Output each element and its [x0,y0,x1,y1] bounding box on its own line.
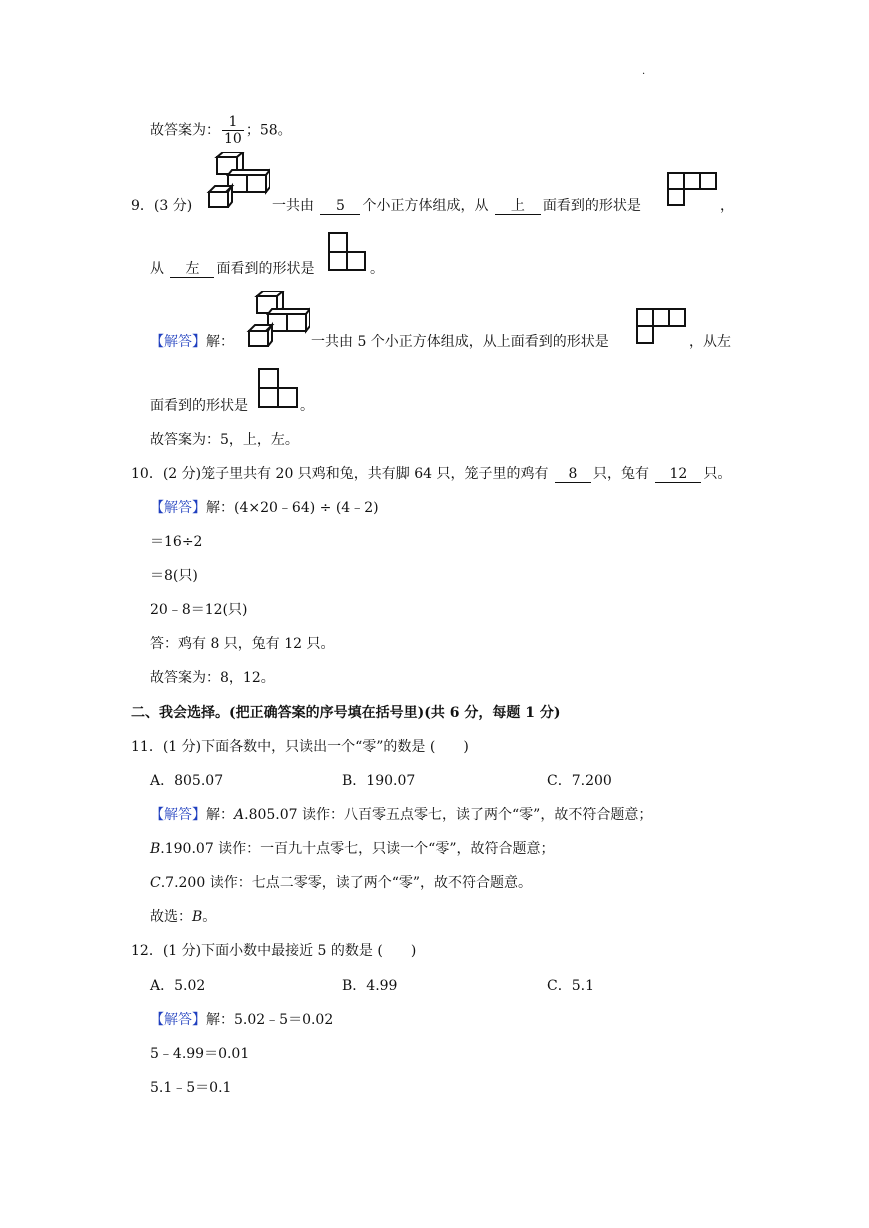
q9-answer-left-view [258,368,300,410]
q9-top-view-figure [667,172,719,208]
q9-comma: ， [720,198,734,214]
q10-final-answer: 故答案为：8，12。 [150,670,275,686]
q10-text2: 只，兔有 [592,466,649,482]
q8-frac-denominator: 10 [224,131,242,147]
q11-answer-text-b: .190.07 读作：一百九十点零七，只读一个“零”，故符合题意； [160,841,555,857]
q11-option-a: A．805.07 [150,773,224,789]
q10-text1: 10．(2 分)笼子里共有 20 只鸡和兔，共有脚 64 只，笼子里的鸡有 [131,466,549,482]
q8-answer-prefix: 故答案为： [150,122,220,139]
q9-answer-head [150,332,234,352]
q10-answer-tag: 【解答】 [150,500,206,516]
q9-text2: 个小正方体组成，从 [362,198,489,214]
q9-answer-text1: 一共由 5 个小正方体组成，从上面看到的形状是 [311,334,609,350]
q9-cube-figure [206,152,270,208]
q9-number: 9．(3 分) [131,198,193,214]
q9-answer-top-view [636,308,688,346]
q12-stem: 12．(1 分)下面小数中最接近 5 的数是 ( ) [131,943,417,959]
q11-answer-line3 [150,873,532,893]
q10-blank-chicken: 8 [555,466,591,483]
q11-answer-text-c: .7.200 读作：七点二零零，读了两个“零”，故不符合题意。 [160,875,533,891]
q9-line2 [150,259,314,279]
q11-answer-tag: 【解答】 [150,807,206,823]
q10-blank-rabbit: 12 [655,466,701,483]
page-dot: . [642,66,646,77]
q9-answer-prefix: 解： [206,334,234,350]
q11-stem: 11．(1 分)下面各数中，只读出一个“零”的数是 ( ) [131,739,469,755]
q12-option-a: A．5.02 [150,978,206,994]
q9-answer-tag: 【解答】 [150,334,206,350]
q9-text3: 面看到的形状是 [542,198,641,214]
q9-text1: 一共由 [272,198,314,214]
q10-answer-text1: 解：(4×20﹣64) ÷ (4﹣2) [206,500,379,516]
q12-answer-tag: 【解答】 [150,1012,206,1028]
q12-option-c: C．5.1 [547,978,594,994]
q11-option-b: B．190.07 [342,773,416,789]
q9-text5: 从 [150,261,164,277]
q9-line1 [272,196,641,216]
q12-option-b: B．4.99 [342,978,398,994]
q11-final-prefix: 故选： [150,909,192,925]
q9-answer-text4: 。 [300,398,314,414]
q8-fraction [222,114,244,147]
q12-answer-line3: 5.1﹣5＝0.1 [150,1080,232,1096]
q10-answer-line3: ＝8(只) [150,568,198,584]
q8-answer [150,114,292,147]
q9-answer-text3: 面看到的形状是 [150,398,248,414]
q10-answer-line2: ＝16÷2 [150,534,203,550]
q11-option-c: C．7.200 [547,773,612,789]
q9-final-answer: 故答案为：5，上，左。 [150,432,299,448]
q10-text3: 只。 [703,466,732,482]
q11-answer-text-a: .805.07 读作：八百零五点零七，读了两个“零”，故不符合题意； [244,807,653,823]
q12-answer-line1 [150,1010,333,1030]
q9-answer-text2: ，从左 [689,334,731,350]
q11-answer-letter-c: C [150,875,161,891]
q11-answer-letter-a: A [234,807,245,823]
q12-answer-text1: 解：5.02﹣5＝0.02 [206,1012,334,1028]
q9-left-view-figure [328,232,368,272]
q11-answer-line1 [150,805,652,825]
q11-answer-line2 [150,839,555,859]
q10-answer-line4: 20﹣8＝12(只) [150,602,248,618]
q11-answer-prefix: 解： [206,807,234,823]
section2-heading: 二、我会选择。(把正确答案的序号填在括号里)(共 6 分，每题 1 分) [131,705,561,721]
q10-answer-line1 [150,498,379,518]
q8-answer-suffix: ；58。 [245,122,292,139]
q11-answer-letter-b: B [150,841,161,857]
q8-frac-numerator: 1 [228,114,238,130]
q10-answer-line5: 答：鸡有 8 只，兔有 12 只。 [150,636,335,652]
q9-blank-direction2: 左 [170,261,214,278]
q11-final-suffix: 。 [202,909,217,925]
q9-text6: 面看到的形状是 [216,261,315,277]
q10-question [131,464,731,484]
q11-final-letter: B [192,909,203,925]
q9-blank-direction1: 上 [495,198,541,215]
q9-answer-cube-figure [246,291,310,347]
q11-final-answer [150,907,216,927]
q9-period: 。 [370,261,384,277]
q12-answer-line2: 5﹣4.99＝0.01 [150,1046,250,1062]
q9-blank-count: 5 [320,198,360,215]
